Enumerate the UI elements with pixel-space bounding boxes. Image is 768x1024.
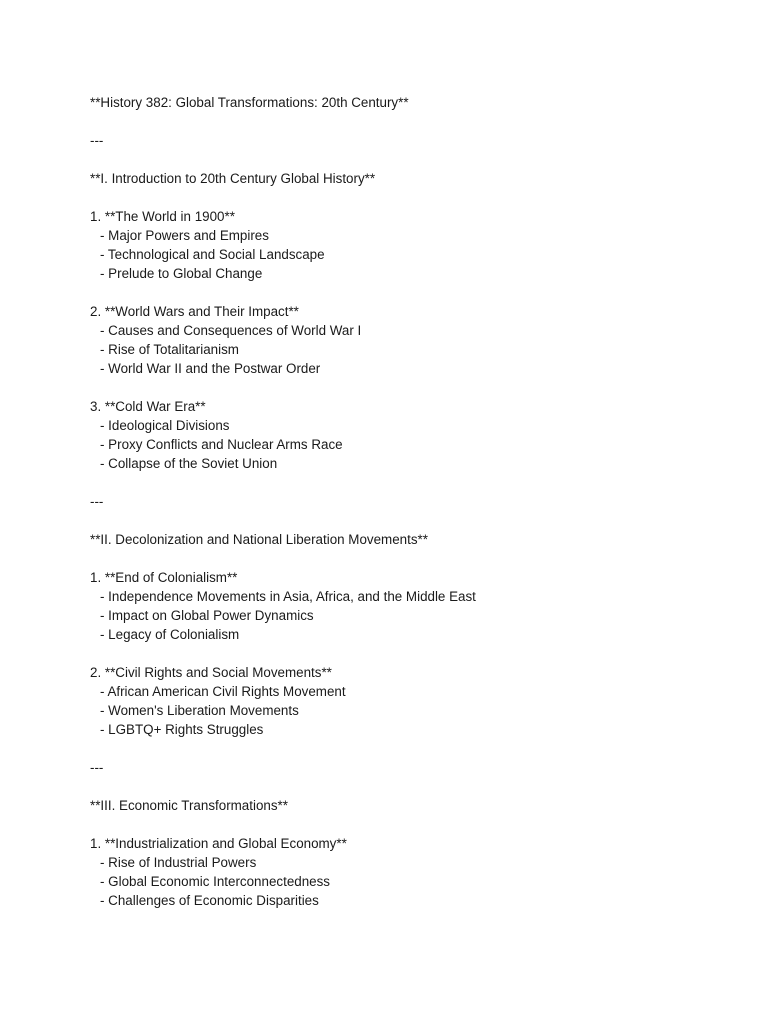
outline-subitem: - Global Economic Interconnectedness — [100, 874, 330, 889]
outline-subitem: - Proxy Conflicts and Nuclear Arms Race — [100, 437, 343, 452]
outline-subitem: - Technological and Social Landscape — [100, 247, 325, 262]
document-title: **History 382: Global Transformations: 20th Century** — [90, 95, 409, 110]
separator: --- — [90, 760, 104, 775]
blank-line — [90, 739, 730, 758]
outline-subitem: - Major Powers and Empires — [100, 228, 269, 243]
outline-subitem: - African American Civil Rights Movement — [100, 684, 346, 699]
outline-subitem: - Women's Liberation Movements — [100, 703, 299, 718]
outline-subitem: - World War II and the Postwar Order — [100, 361, 321, 376]
outline-item-title: 1. **The World in 1900** — [90, 209, 235, 224]
blank-line — [90, 283, 730, 302]
section-heading: **I. Introduction to 20th Century Global History** — [90, 171, 376, 186]
outline-subitem: - Collapse of the Soviet Union — [100, 456, 278, 471]
blank-line — [90, 511, 730, 530]
blank-line — [90, 150, 730, 169]
blank-line — [90, 378, 730, 397]
blank-line — [90, 188, 730, 207]
blank-line — [90, 112, 730, 131]
outline-item-title: 1. **End of Colonialism** — [90, 570, 238, 585]
blank-line — [90, 549, 730, 568]
outline-subitem: - Prelude to Global Change — [100, 266, 263, 281]
outline-item-title: 1. **Industrialization and Global Economy** — [90, 836, 347, 851]
outline-subitem: - Impact on Global Power Dynamics — [100, 608, 314, 623]
blank-line — [90, 644, 730, 663]
outline-subitem: - Challenges of Economic Disparities — [100, 893, 319, 908]
outline-subitem: - Independence Movements in Asia, Africa, and the Middle East — [100, 589, 476, 604]
outline-subitem: - Ideological Divisions — [100, 418, 230, 433]
outline-item-title: 2. **Civil Rights and Social Movements** — [90, 665, 332, 680]
section-heading: **II. Decolonization and National Liberation Movements** — [90, 532, 428, 547]
outline-subitem: - Legacy of Colonialism — [100, 627, 240, 642]
outline-item-title: 2. **World Wars and Their Impact** — [90, 304, 299, 319]
blank-line — [90, 777, 730, 796]
separator: --- — [90, 133, 104, 148]
outline-subitem: - LGBTQ+ Rights Struggles — [100, 722, 264, 737]
outline-subitem: - Rise of Totalitarianism — [100, 342, 239, 357]
outline-subitem: - Rise of Industrial Powers — [100, 855, 257, 870]
outline-item-title: 3. **Cold War Era** — [90, 399, 206, 414]
blank-line — [90, 473, 730, 492]
separator: --- — [90, 494, 104, 509]
blank-line — [90, 815, 730, 834]
outline-subitem: - Causes and Consequences of World War I — [100, 323, 362, 338]
section-heading: **III. Economic Transformations** — [90, 798, 288, 813]
document-content — [90, 93, 730, 910]
